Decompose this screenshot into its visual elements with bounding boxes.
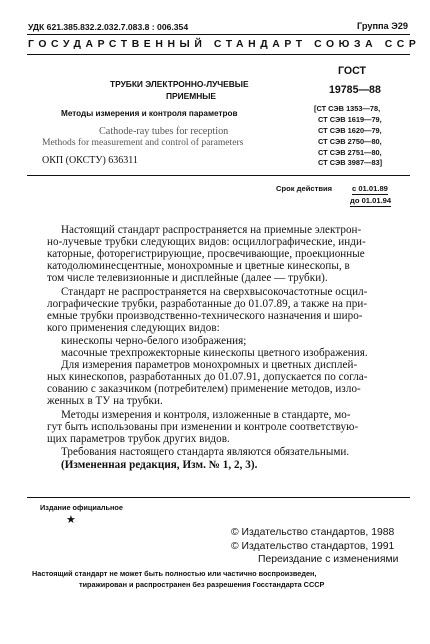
standard-banner: ГОСУДАРСТВЕННЫЙ СТАНДАРТ СОЮЗА ССР [28, 39, 421, 50]
body-line: катодолюминесцентные, монохромные и цветные кинескопы, в [47, 260, 350, 272]
validity-label: Срок действия [276, 184, 333, 193]
body-line: ных кинескопов, разработанных до 01.07.91, допускается по согла- [47, 371, 368, 383]
reproduction-notice-line2: тиражирован и распространен без разрешения Госстандарта СССР [79, 580, 325, 589]
udk-code: УДК 621.385.832.2.032.7.083.8 : 006.354 [28, 22, 189, 32]
validity-from: с 01.01.89 [352, 184, 388, 193]
gost-label: ГОСТ [338, 65, 366, 77]
reprint-note: Переиздание с изменениями [258, 554, 399, 565]
body-line: щих параметров трубок других видов. [47, 433, 230, 445]
copyright-1991: © Издательство стандартов, 1991 [231, 541, 395, 552]
body-line: гут быть использованы при изменении и контроле соответствую- [47, 421, 359, 433]
replaced-standard-3: СТ СЭВ 1620—79, [318, 126, 382, 135]
header-rule-bottom [27, 54, 410, 55]
body-line: кого применения следующих видов: [47, 322, 220, 334]
replaced-standard-1: [СТ СЭВ 1353—78, [314, 104, 381, 113]
validity-to: до 01.01.94 [350, 196, 392, 205]
body-line: женных в ТУ на трубки. [47, 395, 163, 407]
replaced-standard-5: СТ СЭВ 2751—80, [318, 148, 382, 157]
body-line: Требования настоящего стандарта являются обязательными. [61, 446, 350, 458]
body-line: Стандарт не распространяется на сверхвысокочастотные осцил- [61, 286, 368, 298]
title-en-line2: Methods for measurement and control of parameters [42, 137, 244, 148]
footer-rule [27, 497, 410, 498]
amendment-note: (Измененная редакция, Изм. № 1, 2, 3). [61, 459, 258, 471]
title-ru-line1: ТРУБКИ ЭЛЕКТРОННО-ЛУЧЕВЫЕ [110, 79, 249, 89]
body-line: каторные, фоторегистрирующие, просвечивающие, проекционные [47, 248, 365, 260]
body-line: Для измерения параметров монохромных и цветных дисплей- [61, 359, 358, 371]
star-icon: ★ [66, 514, 76, 526]
official-edition: Издание официальное [40, 503, 123, 512]
copyright-1988: © Издательство стандартов, 1988 [231, 527, 395, 538]
body-line: лографические трубки, разработанные до 01.07.89, а также на при- [47, 298, 368, 310]
section-rule [27, 175, 410, 176]
title-en-line1: Cathode-ray tubes for reception [99, 126, 229, 137]
gost-number: 19785—88 [329, 84, 381, 96]
replaced-standard-4: СТ СЭВ 2750—80, [318, 137, 382, 146]
body-line: масочные трехпрожекторные кинескопы цветного изображения. [61, 347, 368, 359]
reproduction-notice-line1: Настоящий стандарт не может быть полностью или частично воспроизведен, [32, 569, 317, 578]
replaced-standard-2: СТ СЭВ 1619—79, [318, 115, 382, 124]
header-rule-top [27, 34, 410, 35]
body-line: том числе телевизионные и дисплейные (далее — трубки). [47, 272, 328, 284]
group-code: Группа Э29 [357, 21, 408, 31]
body-line: кинескопы черно-белого изображения; [61, 335, 247, 347]
body-line: Настоящий стандарт распространяется на приемные электрон- [61, 224, 362, 236]
body-line: емные трубки производственно-технического назначения и широ- [47, 310, 363, 322]
body-line: сованию с заказчиком (потребителем) применение методов, изло- [47, 383, 361, 395]
body-line: но-лучевые трубки следующих видов: осциллографические, инди- [47, 236, 366, 248]
title-ru-line2: ПРИЕМНЫЕ [166, 91, 217, 101]
okp-code: ОКП (ОКСТУ) 636311 [42, 155, 138, 166]
title-ru-subtitle: Методы измерения и контроля параметров [61, 109, 238, 118]
replaced-standard-6: СТ СЭВ 3987—83] [318, 158, 383, 167]
body-line: Методы измерения и контроля, изложенные в стандарте, мо- [61, 409, 351, 421]
